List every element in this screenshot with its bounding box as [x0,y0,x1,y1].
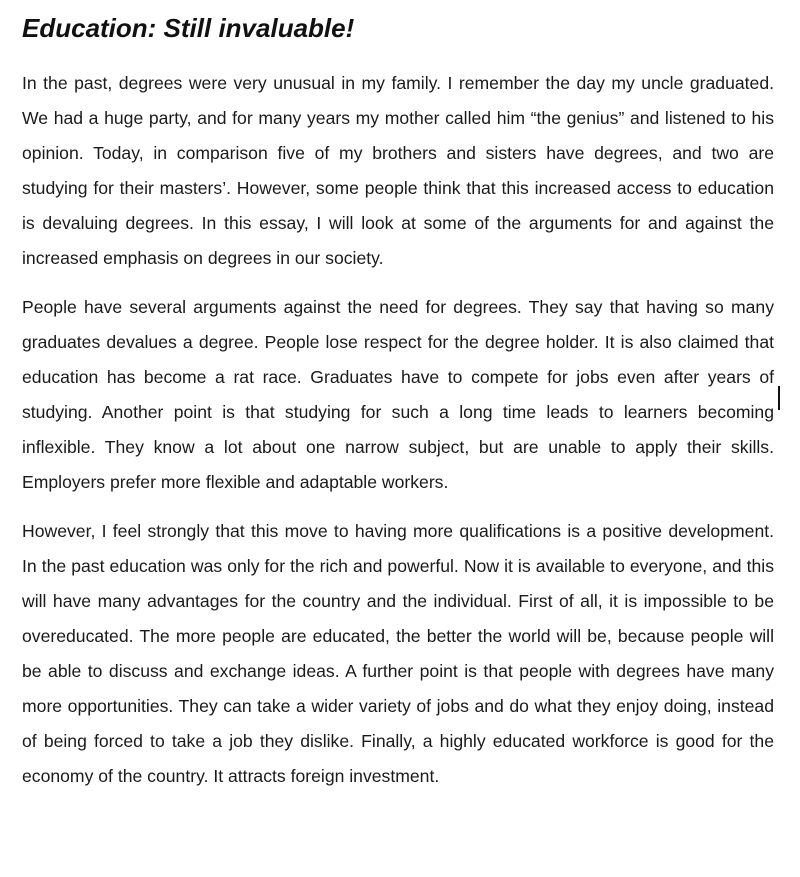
paragraph-arguments-against: People have several arguments against the need for degrees. They say that having so many graduates devalues a degree. People lose respect for the degree holder. It is also claimed that education has become a rat race. Graduates have to compete for jobs even after years of studying. Another point is that studying for such a long time leads to learners becoming inflexible. They know a lot about one narrow subject, but are unable to apply their skills. Employers prefer more flexible and adaptable workers. [22,297,774,492]
paragraph-arguments-for: However, I feel strongly that this move to having more qualifications is a positive development. In the past education was only for the rich and powerful. Now it is available to everyone, and this will have many advantages for the country and the individual. First of all, it is impossible to be overeducated. The more people are educated, the better the world will be, because people will be able to discuss and exchange ideas. A further point is that people with degrees have many more opportunities. They can take a wider variety of jobs and do what they enjoy doing, instead of being forced to take a job they dislike. Finally, a highly educated workforce is good for the economy of the country. It attracts foreign investment. [22,521,774,786]
paragraph-introduction: In the past, degrees were very unusual in my family. I remember the day my uncle graduated. We had a huge party, and for many years my mother called him “the genius” and listened to his opinion. Today, in comparison five of my brothers and sisters have degrees, and two are studying for their masters’. However, some people think that this increased access to education is devaluing degrees. In this essay, I will look at some of the arguments for and against the increased emphasis on degrees in our society. [22,73,774,268]
essay-title: Education: Still invaluable! [22,13,355,43]
text-cursor [778,386,780,410]
essay-page [22,0,774,794]
essay-body[interactable] [22,66,774,794]
